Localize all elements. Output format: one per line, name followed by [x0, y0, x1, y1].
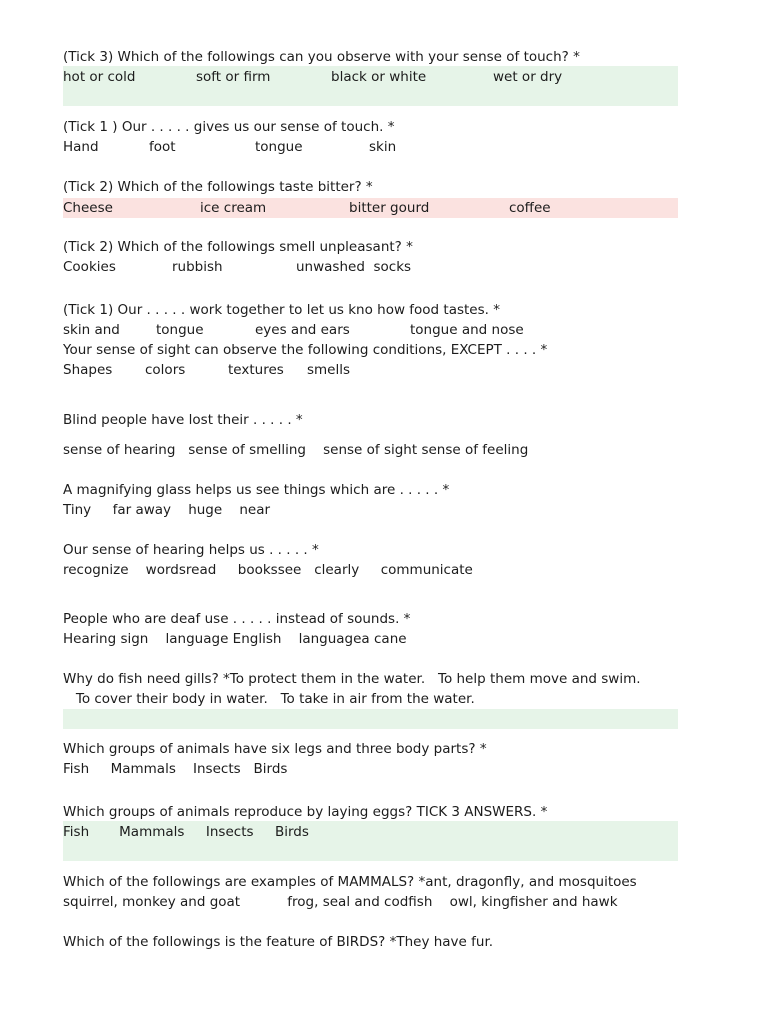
question-6-prompt: Your sense of sight can observe the following conditions, EXCEPT . . . . * [63, 342, 548, 358]
question-2-options [63, 137, 678, 157]
question-2-prompt: (Tick 1 ) Our . . . . . gives us our sense of touch. * [63, 119, 395, 135]
option-tongue[interactable]: tongue [156, 322, 204, 338]
question-3-options [63, 198, 678, 218]
option-eyes-and-ears[interactable]: eyes and ears [255, 322, 350, 338]
question-4-options [63, 257, 678, 277]
answer-band-q11 [63, 709, 678, 729]
option-colors[interactable]: colors [145, 362, 186, 378]
question-3-prompt: (Tick 2) Which of the followings taste bitter? * [63, 179, 373, 195]
question-15-line-1[interactable]: Which of the followings is the feature of BIRDS? *They have fur. [63, 934, 494, 950]
option-skin-and[interactable]: skin and [63, 322, 120, 338]
option-tongue[interactable]: tongue [255, 139, 303, 155]
option-tongue-and-nose[interactable]: tongue and nose [410, 322, 524, 338]
question-6-options [63, 360, 678, 380]
option-cookies[interactable]: Cookies [63, 259, 116, 275]
question-1-prompt: (Tick 3) Which of the followings can you observe with your sense of touch? * [63, 49, 580, 65]
option-unwashed-socks[interactable]: unwashed socks [296, 259, 412, 275]
question-5-prompt: (Tick 1) Our . . . . . work together to let us kno how food tastes. * [63, 302, 500, 318]
option-hot-or-cold[interactable]: hot or cold [63, 69, 136, 85]
question-7-options[interactable]: sense of hearing sense of smelling sense of sight sense of feeling [63, 442, 529, 458]
option-ice-cream[interactable]: ice cream [200, 200, 267, 216]
option-coffee[interactable]: coffee [509, 200, 551, 216]
option-hand[interactable]: Hand [63, 139, 99, 155]
question-11-line-2[interactable]: To cover their body in water. To take in air from the water. [63, 691, 475, 707]
option-smells[interactable]: smells [307, 362, 351, 378]
question-11-line-1[interactable]: Why do fish need gills? *To protect them in the water. To help them move and swim. [63, 671, 641, 687]
question-5-options [63, 320, 678, 340]
question-9-prompt: Our sense of hearing helps us . . . . . * [63, 542, 319, 558]
option-foot[interactable]: foot [149, 139, 176, 155]
question-8-prompt: A magnifying glass helps us see things which are . . . . . * [63, 482, 450, 498]
option-bitter-gourd[interactable]: bitter gourd [349, 200, 430, 216]
question-14-line-2[interactable]: squirrel, monkey and goat frog, seal and codfish owl, kingfisher and hawk [63, 894, 618, 910]
question-12-prompt: Which groups of animals have six legs and three body parts? * [63, 741, 487, 757]
option-textures[interactable]: textures [228, 362, 284, 378]
option-cheese[interactable]: Cheese [63, 200, 113, 216]
question-4-prompt: (Tick 2) Which of the followings smell unpleasant? * [63, 239, 413, 255]
question-10-options[interactable]: Hearing sign language English languagea cane [63, 631, 407, 647]
option-soft-or-firm[interactable]: soft or firm [196, 69, 271, 85]
question-14-line-1[interactable]: Which of the followings are examples of MAMMALS? *ant, dragonfly, and mosquitoes [63, 874, 637, 890]
question-13-options[interactable]: Fish Mammals Insects Birds [63, 824, 309, 840]
option-shapes[interactable]: Shapes [63, 362, 113, 378]
question-10-prompt: People who are deaf use . . . . . instead of sounds. * [63, 611, 411, 627]
option-wet-or-dry[interactable]: wet or dry [493, 69, 563, 85]
option-skin[interactable]: skin [369, 139, 397, 155]
option-black-or-white[interactable]: black or white [331, 69, 427, 85]
option-rubbish[interactable]: rubbish [172, 259, 223, 275]
question-9-options[interactable]: recognize wordsread bookssee clearly communicate [63, 562, 473, 578]
question-1-options [63, 67, 678, 87]
question-8-options[interactable]: Tiny far away huge near [63, 502, 271, 518]
question-13-prompt: Which groups of animals reproduce by laying eggs? TICK 3 ANSWERS. * [63, 804, 548, 820]
question-7-prompt: Blind people have lost their . . . . . * [63, 412, 303, 428]
question-12-options[interactable]: Fish Mammals Insects Birds [63, 761, 288, 777]
